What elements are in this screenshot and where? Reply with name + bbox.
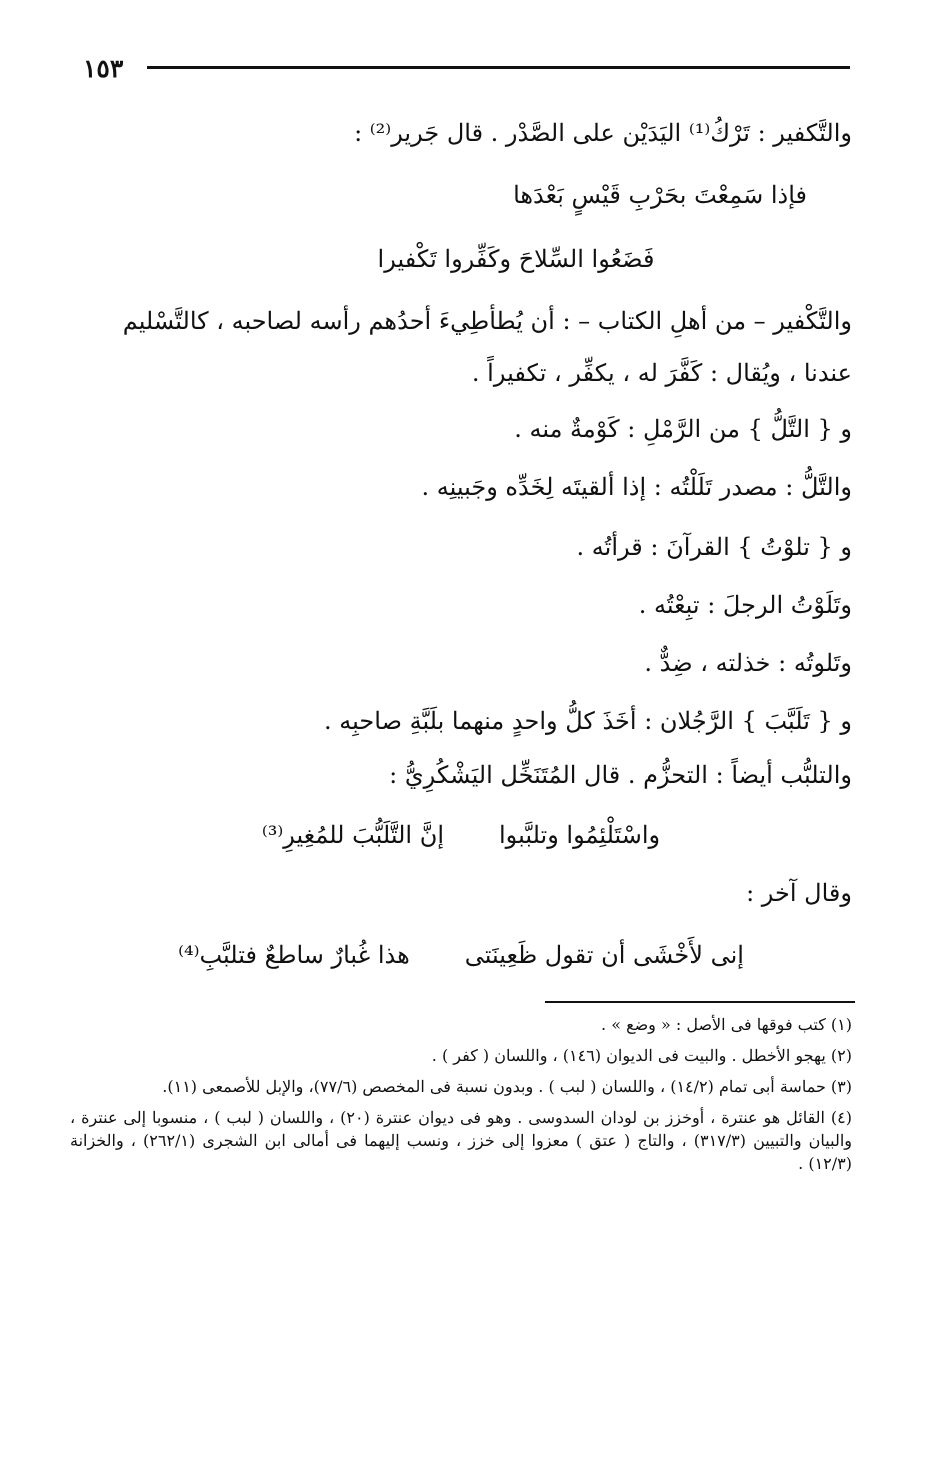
footnote-separator [545,1001,855,1003]
text-line: و { تَلَبَّبَ } الرَّجُلان : أخَذَ كلُّ واحدٍ منهما بلَبَّةِ صاحبِه . [324,707,852,735]
verse-first-hemistich: إنى لأَخْشَى أن تقول ظَعِينَتى [464,941,744,969]
text-line: و { التَّلُّ } من الرَّمْلِ : كَوْمةٌ منه . [514,415,852,443]
verse-second-hemistich: إنَّ التَّلَبُّبَ للمُغِيرِ⁽³⁾ [261,821,445,849]
header-rule [147,66,850,69]
text-line: والتَّلُّ : مصدر تَلَلْتُه : إذا ألقيتَه لِخَدِّه وجَبينِه . [421,473,852,501]
text-line: عندنا ، ويُقال : كَفَّرَ له ، يكفِّر ، تكفيراً . [471,359,852,387]
verse-line: فَضَعُوا السِّلاحَ وكَفِّروا تَكْفيرا [377,245,655,273]
verse-line: فإذا سَمِعْتَ بحَرْبِ قَيْسٍ بَعْدَها [513,181,807,209]
footnotes [70,1013,852,1183]
text-line: وتَلَوْتُ الرجلَ : تبِعْتُه . [638,591,852,619]
verse-first-hemistich: واسْتَلْئِمُوا وتلبَّبوا [499,821,661,849]
footnote: (٢) يهجو الأخطل . والبيت فى الديوان (١٤٦) ، واللسان ( كفر ) . [431,1046,852,1065]
text-line: والتَّكْفير – من أهلِ الكتاب – : أن يُطأطِيءَ أحدُهم رأسه لصاحبه ، كالتَّسْليم [122,307,852,335]
text-line: والتلبُّب أيضاً : التحزُّم . قال المُتَنَخِّل اليَشْكُرِيُّ : [389,761,852,789]
text-line: والتَّكفير : تَرْكُ⁽¹⁾ اليَدَيْن على الصَّدْر . قال جَرير⁽²⁾ : [354,119,852,147]
verse-couplet [70,820,852,850]
body-text [70,118,852,1018]
text-line: و { تلوْتُ } القرآنَ : قرأتُه . [576,533,852,561]
footnote: (١) كتب فوقها فى الأصل : « وضع » . [601,1015,852,1034]
verse-couplet [70,940,852,970]
text-line: وقال آخر : [746,879,852,907]
page-number: ١٥٣ [83,54,124,83]
text-line: وتَلوتُه : خذلته ، ضِدٌّ . [644,649,852,677]
footnote: (٤) القائل هو عنترة ، أوخزز بن لودان السدوسى . وهو فى ديوان عنترة (٢٠) ، واللسان ( لبب ) ، منسوبا إلى عنترة ، والبيان والتبيين (٣١٧/٣) ، والتاج ( عتق ) معزوا إلى خزز ، ونسب إليهما فى أمالى ابن الشجرى (٢٦٢/١) ، والخزانة (١٢/٣) . [70,1108,853,1173]
page-header [75,54,850,84]
verse-second-hemistich: هذا غُبارٌ ساطعٌ فتلبَّبِ⁽⁴⁾ [178,941,410,969]
footnote: (٣) حماسة أبى تمام (١٤/٢) ، واللسان ( لبب ) . وبدون نسبة فى المخصص (٧٧/٦)، والإبل للأصمعى (١١). [162,1077,852,1096]
